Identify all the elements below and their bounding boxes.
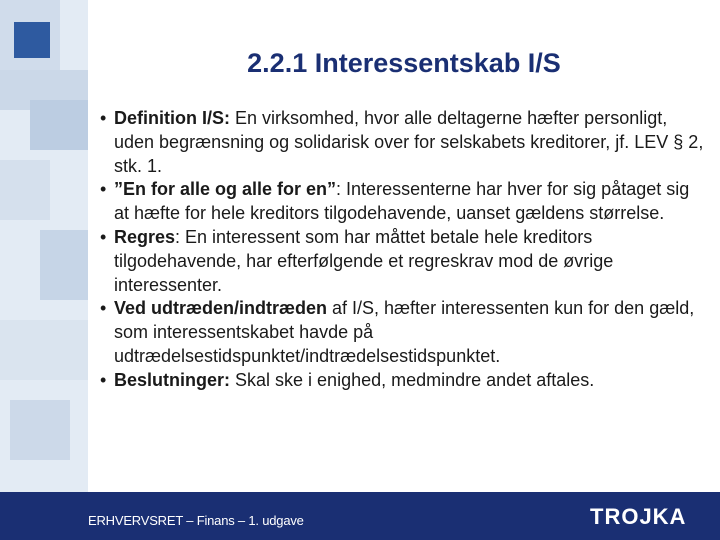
bullet-text: : En interessent som har måttet betale hele kreditors tilgodehavende, har efterfølgende et regreskrav mod de øvrige interessenter. (114, 226, 614, 295)
pattern-block (0, 320, 88, 380)
trojka-logo: TROJKA (590, 504, 687, 529)
bullet-text: En virksomhed, hvor alle deltagerne hæfter personligt, uden begrænsning og solidarisk over for selskabets kreditorer, jf. LEV § 2, stk. 1. (114, 108, 704, 176)
pattern-block (10, 400, 70, 460)
bullet-text: : Interessenterne har hver for sig påtaget sig at hæfte for hele kreditors tilgodehavende, uanset gældens størrelse. (114, 179, 690, 224)
bullet-term: Ved udtræden/indtræden (114, 298, 328, 319)
bullet-term: Beslutninger: (114, 369, 231, 390)
pattern-block (30, 100, 88, 150)
pattern-block (0, 160, 50, 220)
bullet-item (94, 178, 706, 226)
bullet-icon: • (100, 226, 107, 247)
bullet-item (94, 226, 706, 297)
bullet-icon: • (100, 108, 107, 128)
bullet-list (94, 107, 706, 393)
bullet-term: Regres (114, 226, 176, 247)
footer-text: ERHVERVSRET – Finans – 1. udgave (88, 513, 304, 528)
bullet-icon: • (100, 298, 107, 319)
pattern-block (40, 230, 88, 300)
bullet-item (94, 297, 706, 368)
bullet-icon: • (100, 179, 107, 200)
bullet-term: Definition I/S: (114, 108, 230, 128)
pattern-accent-square (14, 22, 50, 58)
bullet-item (94, 369, 706, 393)
slide-title: 2.2.1 Interessentskab I/S (247, 48, 561, 78)
bullet-term: ”En for alle og alle for en” (114, 179, 337, 200)
bullet-text: Skal ske i enighed, medmindre andet aftales. (230, 369, 595, 390)
bullet-text: af I/S, hæfter interessenten kun for den gæld, som interessentskabet havde på udtrædelsestidspunktet/indtrædelsestidspunktet. (114, 298, 695, 366)
bullet-item (94, 107, 706, 178)
bullet-icon: • (100, 369, 107, 390)
decorative-side-pattern (0, 0, 88, 540)
